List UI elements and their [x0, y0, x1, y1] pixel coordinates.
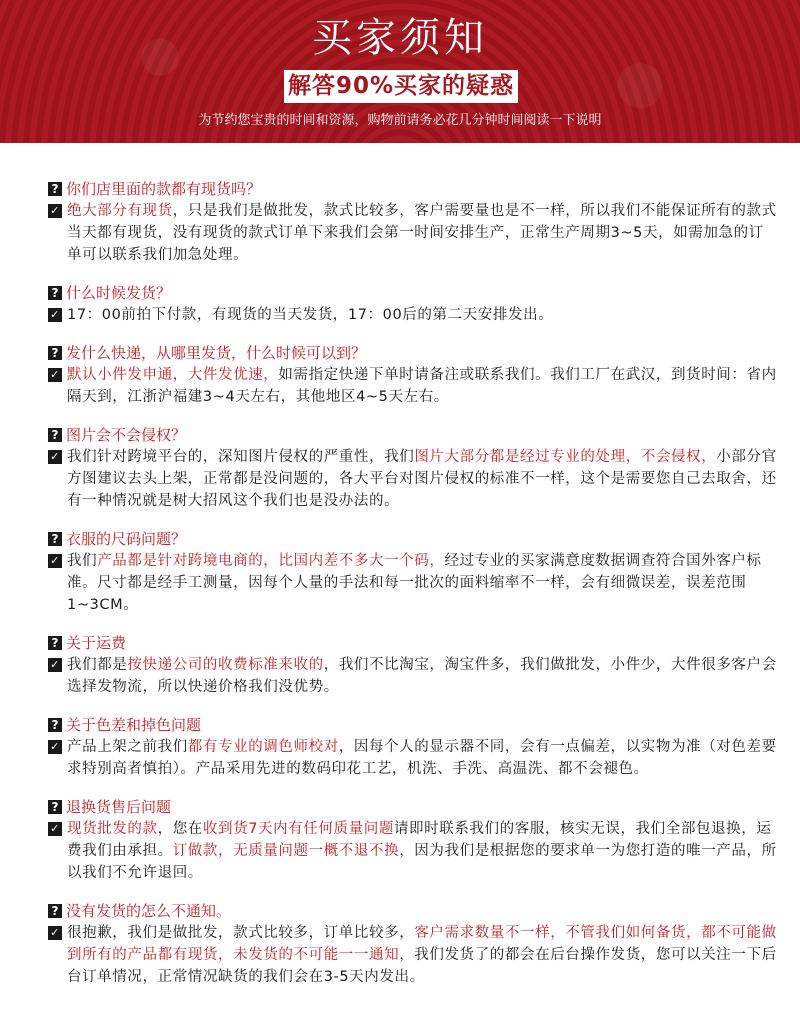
question-mark-icon: ?	[48, 532, 62, 546]
page-title: 买家须知	[312, 15, 488, 61]
answer-text: 请即时联系我们的客服，核实无误，我们全部包退换，运费我们由承担。	[67, 821, 772, 859]
faq-item	[48, 528, 778, 616]
faq-question-text: 没有发货的怎么不通知。	[66, 902, 232, 920]
faq-answer	[48, 364, 778, 408]
faq-question	[48, 796, 778, 818]
faq-question-text: 退换货售后问题	[66, 798, 172, 816]
answer-highlight: 图片大部分都是经过专业的处理，不会侵权，	[414, 449, 717, 465]
check-mark-icon: ✓	[48, 926, 62, 940]
faq-question-text: 关于运费	[66, 634, 127, 652]
header-banner	[0, 0, 800, 143]
faq-answer	[48, 654, 778, 698]
answer-highlight: 默认小件发申通，大件发优速，	[67, 367, 279, 383]
faq-answer	[48, 304, 778, 326]
answer-text: 17：00前拍下付款，有现货的当天发货，17：00后的第二天安排发出。	[67, 307, 554, 323]
answer-highlight: 按快递公司的收费标准来收的	[127, 657, 324, 673]
faq-question	[48, 342, 778, 364]
check-mark-icon: ✓	[48, 368, 62, 382]
faq-item	[48, 282, 778, 326]
faq-answer	[48, 922, 778, 988]
faq-question-text: 发什么快递，从哪里发货，什么时候可以到？	[66, 344, 367, 362]
faq-question	[48, 900, 778, 922]
check-mark-icon: ✓	[48, 740, 62, 754]
faq-list	[48, 178, 778, 1004]
check-mark-icon: ✓	[48, 554, 62, 568]
faq-question	[48, 528, 778, 550]
faq-answer	[48, 200, 778, 266]
faq-question-text: 关于色差和掉色问题	[66, 716, 202, 734]
faq-question-text: 图片会不会侵权？	[66, 426, 187, 444]
answer-text: ，因为我们是根据您的要求单一为您打造的唯一产品，所以我们不允许退回。	[67, 843, 777, 881]
answer-text: ，您在	[157, 821, 203, 837]
answer-highlight: 绝大部分有现货	[67, 203, 173, 219]
faq-question-text: 你们店里面的款都有现货吗？	[66, 180, 262, 198]
answer-text: ，我们发货了的都会在后台操作发货，您可以关注一下后台订单情况，正常情况缺货的我们会在3-5天内发出。	[67, 947, 777, 985]
check-mark-icon: ✓	[48, 308, 62, 322]
question-mark-icon: ?	[48, 346, 62, 360]
answer-text: 我们	[67, 553, 98, 569]
question-mark-icon: ?	[48, 904, 62, 918]
faq-question	[48, 424, 778, 446]
faq-question	[48, 714, 778, 736]
faq-item	[48, 342, 778, 408]
faq-answer	[48, 446, 778, 512]
faq-question-text: 衣服的尺码问题？	[66, 530, 187, 548]
faq-answer	[48, 818, 778, 884]
answer-text: ，我们不比淘宝，淘宝件多，我们做批发，小件少，大件很多客户会选择发物流，所以快递价格我们没优势。	[67, 657, 777, 695]
answer-highlight: 订做款，无质量问题一概不退不换	[172, 843, 400, 859]
faq-answer	[48, 550, 778, 616]
check-mark-icon: ✓	[48, 450, 62, 464]
check-mark-icon: ✓	[48, 658, 62, 672]
question-mark-icon: ?	[48, 636, 62, 650]
faq-item	[48, 796, 778, 884]
answer-text: 很抱歉，我们是做批发，款式比较多，订单比较多，	[67, 925, 415, 941]
page-subtitle: 解答90%买家的疑惑	[284, 70, 518, 103]
question-mark-icon: ?	[48, 182, 62, 196]
faq-answer	[48, 736, 778, 780]
answer-highlight: 都有专业的调色师校对	[187, 739, 339, 755]
faq-question	[48, 632, 778, 654]
answer-text: 小部分官方图建议去头上架，正常都是没问题的，各大平台对图片侵权的标准不一样，这个是需要您自己去取舍，还有一种情况就是树大招风这个我们也是没办法的。	[67, 449, 777, 509]
answer-text: 经过专业的买家满意度数据调查符合国外客户标准。尺寸都是经手工测量，因每个人量的手法和每一批次的面料缩率不一样，会有细微误差，误差范围1~3CM。	[67, 553, 762, 613]
answer-highlight: 收到货7天内有任何质量问题	[202, 821, 394, 837]
answer-text: ，只是我们是做批发，款式比较多，客户需要量也是不一样，所以我们不能保证所有的款式当天都有现货，没有现货的款式订单下来我们会第一时间安排生产，正常生产周期3~5天，如需加急的订单可以联系我们加急处理。	[67, 203, 777, 263]
answer-highlight: 产品都是针对跨境电商的，比国内差不多大一个码，	[97, 553, 445, 569]
answer-text: 我们都是	[67, 657, 128, 673]
question-mark-icon: ?	[48, 286, 62, 300]
answer-text: ，因每个人的显示器不同，会有一点偏差，以实物为准（对色差要求特别高者慎拍）。产品采用先进的数码印花工艺，机洗、手洗、高温洗、都不会褪色。	[67, 739, 777, 777]
header-note: 为节约您宝贵的时间和资源，购物前请务必花几分钟时间阅读一下说明	[198, 113, 602, 128]
question-mark-icon: ?	[48, 428, 62, 442]
check-mark-icon: ✓	[48, 204, 62, 218]
faq-item	[48, 178, 778, 266]
answer-highlight: 现货批发的款	[67, 821, 158, 837]
answer-text: 我们针对跨境平台的，深知图片侵权的严重性，我们	[67, 449, 415, 465]
answer-text: 如需指定快递下单时请备注或联系我们。我们工厂在武汉，到货时间：省内隔天到，江浙沪福建3~4天左右，其他地区4~5天左右。	[67, 367, 777, 405]
faq-question	[48, 178, 778, 200]
answer-text: 产品上架之前我们	[67, 739, 188, 755]
faq-question	[48, 282, 778, 304]
faq-item	[48, 424, 778, 512]
faq-item	[48, 632, 778, 698]
faq-question-text: 什么时候发货？	[66, 284, 172, 302]
faq-item	[48, 900, 778, 988]
question-mark-icon: ?	[48, 800, 62, 814]
answer-highlight: 客户需求数量不一样，不管我们如何备货，都不可能做到所有的产品都有现货，未发货的不可能一一通知	[67, 925, 777, 963]
faq-item	[48, 714, 778, 780]
check-mark-icon: ✓	[48, 822, 62, 836]
question-mark-icon: ?	[48, 718, 62, 732]
